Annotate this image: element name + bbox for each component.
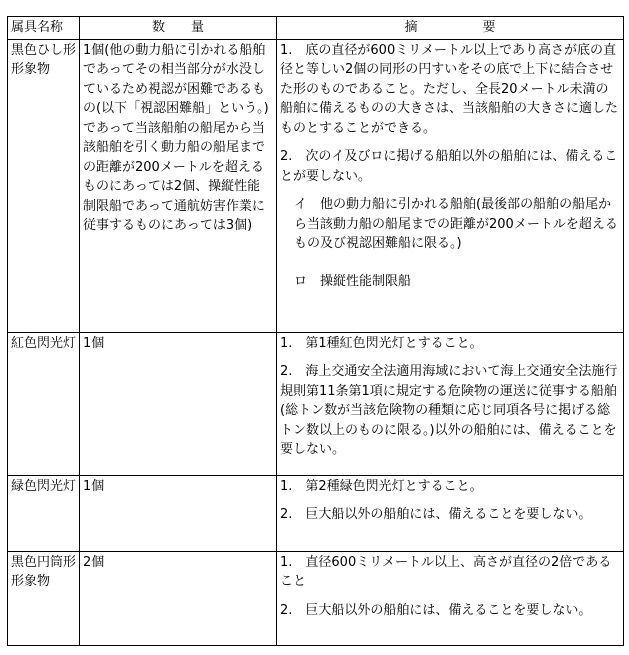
- summary-cell: [277, 551, 624, 645]
- table-row: [8, 551, 624, 645]
- summary-cell: [277, 39, 624, 332]
- equipment-name-cell: 黒色円筒形形象物: [8, 551, 80, 645]
- equipment-table: [7, 16, 624, 646]
- summary-paragraph-1: 1. 第1種紅色閃光灯とすること。: [280, 335, 483, 351]
- quantity-cell: 1個: [80, 332, 277, 475]
- summary-paragraph-1: 1. 第2種緑色閃光灯とすること。: [280, 478, 483, 494]
- summary-cell: [277, 332, 624, 475]
- summary-paragraph-2: 2. 海上交通安全法適用海域において海上交通安全法施行規則第11条第1項に規定する危険物の運送に従事する船舶(総トン数が当該危険物の種類に応じ同項各号に掲げる総トン数以上のものに限る。)以外の船舶には、備えることを要しない。: [280, 364, 618, 457]
- summary-item-ro: ロ 操縦性能制限船: [294, 273, 412, 289]
- summary-paragraph-2: 2. 巨大船以外の船舶には、備えることを要しない。: [280, 507, 592, 522]
- table-row: [8, 332, 624, 475]
- summary-paragraph-2: 2. 巨大船以外の船舶には、備えることを要しない。: [280, 602, 592, 618]
- quantity-cell: 2個: [80, 551, 277, 645]
- summary-cell: [277, 475, 624, 551]
- header-summary: 摘 要: [277, 17, 624, 40]
- header-quantity: 数 量: [80, 17, 277, 40]
- table-row: [8, 475, 624, 551]
- summary-paragraph-1: 1. 底の直径が600ミリメートル以上であり高さが底の直径と等しい2個の同形の円すいをその底で上下に結合させた形のものであること。ただし、全長20メートル未満の船舶に備えるものの大きさは、当該船舶の大きさに適したものとすることができる。: [280, 42, 619, 136]
- equipment-name-cell: 緑色閃光灯: [8, 475, 80, 551]
- quantity-cell: 1個(他の動力船に引かれる船舶であってその相当部分が水没しているため視認が困難であるもの(以下「視認困難船」という。)であって当該船舶の船尾から当該船舶を引く動力船の船尾までの距離が200メートルを超えるものにあっては2個、操縦性能制限船であって通航妨害作業に従事するものにあっては3個): [80, 39, 277, 332]
- equipment-name-cell: 黒色ひし形形象物: [8, 39, 80, 332]
- table-header-row: [8, 17, 624, 40]
- summary-paragraph-1: 1. 直径600ミリメートル以上、高さが直径の2倍であること: [280, 554, 612, 589]
- quantity-cell: 1個: [80, 475, 277, 551]
- summary-item-i: イ 他の動力船に引かれる船舶(最後部の船舶の船尾から当該動力船の船尾までの距離が200メートルを超えるもの及び視認困難船に限る。): [294, 197, 618, 251]
- header-equipment-name: 属具名称: [8, 17, 80, 40]
- equipment-name-cell: 紅色閃光灯: [8, 332, 80, 475]
- table-row: [8, 39, 624, 332]
- summary-paragraph-2: 2. 次のイ及びロに掲げる船舶以外の船舶には、備えることが要しない。: [280, 149, 618, 184]
